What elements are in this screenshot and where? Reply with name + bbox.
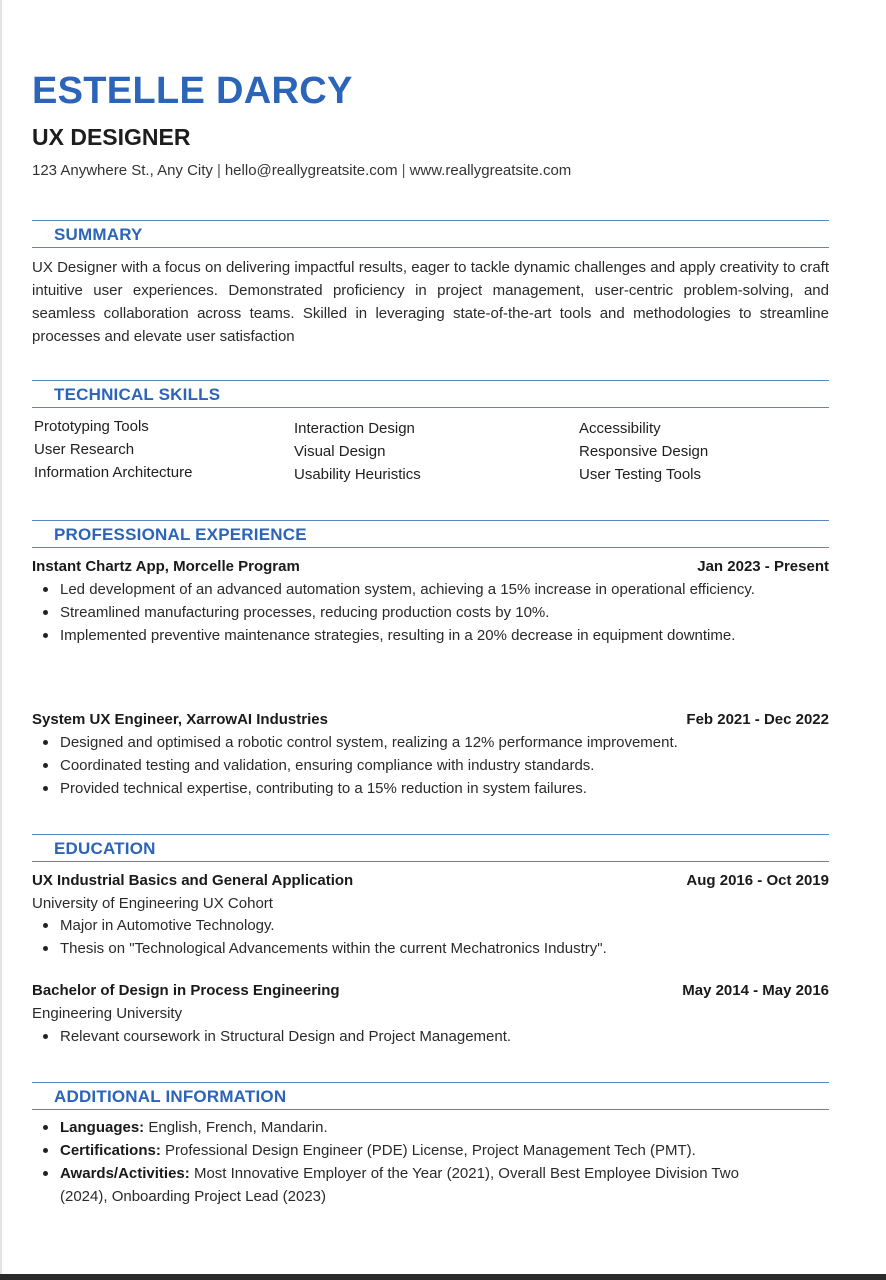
item-text: Professional Design Engineer (PDE) License, Project Management Tech (PMT). xyxy=(160,1142,696,1159)
item-text: Most Innovative Employer of the Year (2021), Overall Best Employee Division Two (2024), Onboarding Project Lead (2023) xyxy=(60,1165,739,1205)
role-title: System UX Engineer, XarrowAI Industries xyxy=(32,711,328,728)
school-name: Engineering University xyxy=(32,1005,183,1022)
section-title: SUMMARY xyxy=(54,225,143,244)
skill-item: User Research xyxy=(34,441,135,458)
date-range: Jan 2023 - Present xyxy=(697,558,829,575)
section-header-experience xyxy=(32,520,829,548)
experience-entry-1 xyxy=(32,558,829,575)
education-bullets-1 xyxy=(32,914,800,960)
skills-column-3 xyxy=(579,417,708,486)
date-range: May 2014 - May 2016 xyxy=(682,982,829,999)
page-edge xyxy=(0,0,2,1280)
section-title: EDUCATION xyxy=(54,839,156,858)
section-title: TECHNICAL SKILLS xyxy=(54,385,221,404)
skill-item: Responsive Design xyxy=(579,443,709,460)
awards-item xyxy=(60,1162,790,1208)
degree-title: Bachelor of Design in Process Engineering xyxy=(32,982,340,999)
experience-bullets-1 xyxy=(32,578,780,647)
contact-line xyxy=(32,162,571,179)
section-header-additional xyxy=(32,1082,829,1110)
bullet-item: Relevant coursework in Structural Design and Project Management. xyxy=(60,1025,800,1048)
item-label: Certifications: xyxy=(60,1142,161,1159)
section-header-skills xyxy=(32,380,829,408)
skills-column-1 xyxy=(34,415,192,484)
email: hello@reallygreatsite.com xyxy=(224,162,398,179)
page-bottom-edge xyxy=(0,1274,886,1280)
date-range: Feb 2021 - Dec 2022 xyxy=(686,711,829,728)
experience-bullets-2 xyxy=(32,731,800,800)
bullet-item: Thesis on "Technological Advancements within the current Mechatronics Industry". xyxy=(60,937,800,960)
bullet-item: Streamlined manufacturing processes, reducing production costs by 10%. xyxy=(60,601,780,624)
separator: | xyxy=(216,162,221,179)
bullet-item: Major in Automotive Technology. xyxy=(60,914,800,937)
bullet-item: Coordinated testing and validation, ensuring compliance with industry standards. xyxy=(60,754,800,777)
summary-text: UX Designer with a focus on delivering impactful results, eager to tackle dynamic challenges and apply creativity to craft intuitive user experiences. Demonstrated proficiency in project management, user-centric problem-solving, and seamless collaboration across teams. Skilled in leveraging state-of-the-art tools and methodologies to streamline processes and elevate user satisfaction xyxy=(32,259,829,345)
languages-item xyxy=(60,1116,790,1139)
candidate-name: ESTELLE DARCY xyxy=(32,70,353,112)
item-label: Awards/Activities: xyxy=(60,1165,190,1182)
date-range: Aug 2016 - Oct 2019 xyxy=(686,872,829,889)
experience-entry-2 xyxy=(32,711,829,728)
skill-item: Interaction Design xyxy=(294,420,415,437)
address: 123 Anywhere St., Any City xyxy=(32,162,213,179)
skill-item: Prototyping Tools xyxy=(34,418,149,435)
certifications-item xyxy=(60,1139,790,1162)
education-entry-2 xyxy=(32,982,829,999)
bullet-item: Designed and optimised a robotic control system, realizing a 12% performance improvement. xyxy=(60,731,800,754)
skills-column-2 xyxy=(294,417,421,486)
bullet-item: Implemented preventive maintenance strategies, resulting in a 20% decrease in equipment downtime. xyxy=(60,624,780,647)
skill-item: Information Architecture xyxy=(34,464,193,481)
section-header-education xyxy=(32,834,829,862)
bullet-item: Led development of an advanced automation system, achieving a 15% increase in operational efficiency. xyxy=(60,578,780,601)
section-title: PROFESSIONAL EXPERIENCE xyxy=(54,525,307,544)
section-title: ADDITIONAL INFORMATION xyxy=(54,1087,287,1106)
skill-item: Visual Design xyxy=(294,443,386,460)
education-entry-1 xyxy=(32,872,829,889)
degree-title: UX Industrial Basics and General Application xyxy=(32,872,354,889)
bullet-item: Provided technical expertise, contributing to a 15% reduction in system failures. xyxy=(60,777,800,800)
section-header-summary xyxy=(32,220,829,248)
additional-info-list xyxy=(32,1116,790,1208)
role-title: Instant Chartz App, Morcelle Program xyxy=(32,558,300,575)
item-label: Languages: xyxy=(60,1119,145,1136)
school-name: University of Engineering UX Cohort xyxy=(32,895,273,912)
job-title: UX DESIGNER xyxy=(32,124,191,150)
skill-item: Usability Heuristics xyxy=(294,466,421,483)
website: www.reallygreatsite.com xyxy=(409,162,572,179)
item-text: English, French, Mandarin. xyxy=(144,1119,328,1136)
skill-item: User Testing Tools xyxy=(579,466,702,483)
skill-item: Accessibility xyxy=(579,420,661,437)
separator: | xyxy=(401,162,406,179)
education-bullets-2 xyxy=(32,1025,800,1048)
